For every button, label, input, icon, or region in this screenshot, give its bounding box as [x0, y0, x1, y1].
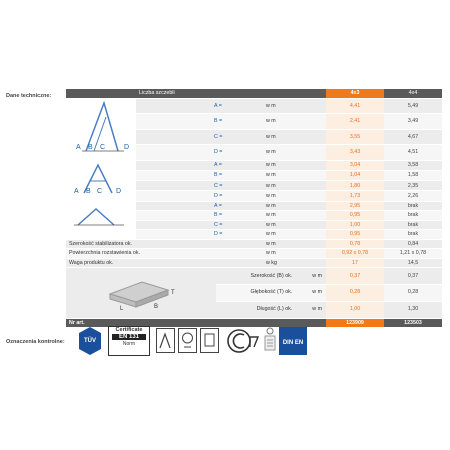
value-model2: 2,26	[384, 191, 442, 201]
dimension-letter: B =	[136, 114, 216, 130]
value-model2: 0,84	[384, 239, 442, 249]
value-model2: 3,58	[384, 161, 442, 171]
unit-label: w m	[216, 201, 326, 211]
value-model1: 1,80	[326, 181, 384, 191]
dimension-label-text: Szerokość (B) ok.	[250, 272, 293, 279]
param-label: Powierzchnia rozstawienia ok.	[66, 249, 216, 259]
ladder-config-2-icon	[68, 161, 134, 197]
dimension-letter: B =	[136, 211, 216, 221]
unit-label: w m	[216, 114, 326, 130]
certificate-code: EN 131	[112, 334, 146, 340]
table-row	[66, 161, 442, 171]
table-row	[66, 268, 442, 285]
svg-text:C: C	[100, 143, 106, 151]
unit-label: w m	[216, 171, 326, 181]
value-model1: 0,37	[326, 268, 384, 285]
unit-label: w m	[216, 145, 326, 161]
gs-mark-icon	[226, 328, 260, 356]
unit-label: w m	[312, 272, 322, 279]
declaration-icon	[263, 326, 277, 358]
dimension-letter: B =	[136, 171, 216, 181]
unit-label: w kg	[216, 258, 326, 268]
dimension-letter: D =	[136, 191, 216, 201]
tuv-text: TÜV	[84, 338, 96, 344]
value-model1: 1,73	[326, 191, 384, 201]
value-model2: 4,67	[384, 129, 442, 145]
value-model2: 0,37	[384, 268, 442, 285]
value-model1: 1,04	[326, 171, 384, 181]
certificate-title: Certificate	[115, 327, 143, 333]
en131-certificate-icon	[108, 326, 150, 356]
value-model2: 1,21 x 0,78	[384, 249, 442, 259]
control-marks-label: Oznaczenia kontrolne:	[6, 339, 65, 345]
ladder-diagram	[66, 161, 136, 202]
svg-text:L: L	[120, 306, 124, 312]
article-number-label: Nr art.	[66, 318, 326, 328]
dimension-letter: A =	[136, 161, 216, 171]
value-model2: brak	[384, 220, 442, 230]
value-model2: 5,49	[384, 98, 442, 114]
svg-text:C: C	[97, 188, 103, 195]
ladder-config-3-icon	[68, 203, 134, 233]
param-label: Szerokość stabilizatora ok.	[66, 239, 216, 249]
article-number-model1: 123909	[326, 318, 384, 328]
steps-count-header: Liczba szczebli	[136, 89, 326, 98]
value-model2: brak	[384, 211, 442, 221]
svg-text:D: D	[124, 143, 130, 151]
unit-label: w m	[216, 98, 326, 114]
value-model2: 0,28	[384, 284, 442, 301]
dimension-letter: A =	[136, 201, 216, 211]
unit-label: w m	[216, 220, 326, 230]
unit-label: w m	[216, 161, 326, 171]
article-number-model2: 123503	[384, 318, 442, 328]
din-en-icon	[278, 326, 308, 358]
unit-label: w m	[216, 239, 326, 249]
value-model2: brak	[384, 230, 442, 240]
technical-data-label: Dane techniczne:	[6, 93, 52, 99]
dimension-label	[216, 301, 326, 318]
tuv-icon	[78, 326, 102, 358]
value-model1: 0,28	[326, 284, 384, 301]
value-model1: 1,00	[326, 220, 384, 230]
table-row	[66, 249, 442, 259]
certificates-row	[78, 322, 438, 362]
dimension-letter: C =	[136, 129, 216, 145]
svg-text:A: A	[76, 143, 81, 151]
unit-label: w m	[216, 181, 326, 191]
value-model1: 2,95	[326, 201, 384, 211]
certificate-norm: Norm	[122, 341, 136, 347]
param-label: Waga produktu ok.	[66, 258, 216, 268]
table-row	[66, 201, 442, 211]
dimension-label-text: Głębokość (T) ok.	[250, 289, 293, 296]
model2-header: 4x4	[384, 89, 442, 98]
svg-text:B: B	[86, 188, 91, 195]
svg-text:A: A	[74, 188, 79, 195]
svg-text:D: D	[116, 188, 122, 195]
din-text: DIN EN	[282, 340, 304, 346]
value-model1: 0,95	[326, 230, 384, 240]
dimension-letter: C =	[136, 181, 216, 191]
dimension-letter: D =	[136, 230, 216, 240]
value-model2: 3,49	[384, 114, 442, 130]
unit-label: w m	[312, 289, 322, 296]
ladder-config-1-icon	[68, 99, 134, 157]
model1-header: 4x3	[326, 89, 384, 98]
table-row	[66, 258, 442, 268]
ladder-diagram	[66, 201, 136, 239]
table-row	[66, 239, 442, 249]
value-model2: brak	[384, 201, 442, 211]
value-model2: 1,30	[384, 301, 442, 318]
table-row	[66, 98, 442, 114]
unit-label: w m	[216, 191, 326, 201]
package-box-icon	[96, 268, 186, 314]
spec-table	[66, 89, 442, 328]
safety-pictograms-icon	[156, 328, 220, 356]
value-model2: 2,35	[384, 181, 442, 191]
value-model2: 14,5	[384, 258, 442, 268]
unit-label: w m	[216, 249, 326, 259]
value-model2: 1,58	[384, 171, 442, 181]
svg-text:B: B	[88, 143, 93, 151]
svg-text:B: B	[154, 304, 159, 310]
value-model1: 3,55	[326, 129, 384, 145]
unit-label: w m	[216, 129, 326, 145]
value-model1: 1,00	[326, 301, 384, 318]
value-model1: 4,41	[326, 98, 384, 114]
package-diagram	[66, 268, 216, 319]
unit-label: w m	[312, 306, 322, 313]
unit-label: w m	[216, 230, 326, 240]
dimension-label	[216, 268, 326, 285]
value-model1: 17	[326, 258, 384, 268]
value-model1: 3,04	[326, 161, 384, 171]
value-model1: 2,41	[326, 114, 384, 130]
unit-label: w m	[216, 211, 326, 221]
value-model1: 0,78	[326, 239, 384, 249]
dimension-letter: D =	[136, 145, 216, 161]
ladder-diagram	[66, 98, 136, 161]
value-model1: 0,95	[326, 211, 384, 221]
svg-text:T: T	[171, 290, 175, 296]
table-header	[66, 89, 442, 98]
dimension-letter: A =	[136, 98, 216, 114]
value-model1: 3,43	[326, 145, 384, 161]
dimension-label	[216, 284, 326, 301]
dimension-label-text: Długość (L) ok.	[256, 306, 293, 313]
value-model1: 0,92 x 0,78	[326, 249, 384, 259]
dimension-letter: C =	[136, 220, 216, 230]
value-model2: 4,51	[384, 145, 442, 161]
